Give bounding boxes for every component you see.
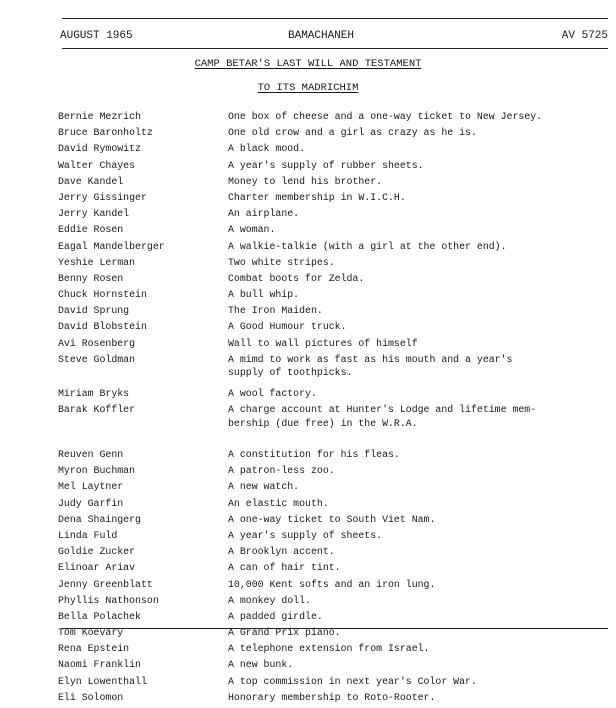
top-rule xyxy=(62,18,608,19)
madrich-name: Goldie Zucker xyxy=(58,546,136,558)
hebrew-date: AV 5725 xyxy=(561,30,608,42)
bequest-text: A top commission in next year's Color War. xyxy=(228,675,477,687)
madrich-name: Barak Koffler xyxy=(58,404,136,415)
bequest-text: A new bunk. xyxy=(228,659,294,671)
list-item xyxy=(58,514,610,530)
madrich-name: Rena Epstein xyxy=(58,643,130,655)
list-item xyxy=(58,160,610,176)
bequest-text: A telephone extension from Israel. xyxy=(228,643,430,655)
madrich-name: Jerry Kandel xyxy=(58,208,130,220)
list-item xyxy=(58,192,610,208)
bequest-text: Two white stripes. xyxy=(228,256,335,268)
list-item xyxy=(58,404,610,449)
bequest-list xyxy=(58,111,610,708)
madrich-name: Dave Kandel xyxy=(58,175,124,187)
list-item xyxy=(58,176,610,192)
header-rule xyxy=(62,48,608,49)
madrich-name: Elyn Lowenthall xyxy=(58,675,147,687)
list-item xyxy=(58,465,610,481)
madrich-name: Steve Goldman xyxy=(58,353,136,365)
list-item xyxy=(58,498,610,514)
madrich-name: Bella Polachek xyxy=(58,610,141,622)
list-item xyxy=(58,257,610,273)
bequest-text: 10,000 Kent softs and an iron lung. xyxy=(228,578,436,590)
list-item xyxy=(58,241,610,257)
bequest-text: A padded girdle. xyxy=(228,610,323,622)
bequest-text: Charter membership in W.I.C.H. xyxy=(228,191,406,203)
list-item xyxy=(58,595,610,611)
bequest-text: One old crow and a girl as crazy as he is. xyxy=(228,127,477,139)
madrich-name: Linda Fuld xyxy=(58,529,118,541)
bequest-text: A one-way ticket to South Viet Nam. xyxy=(228,513,436,525)
madrich-name: Eddie Rosen xyxy=(58,224,124,236)
issue-date: AUGUST 1965 xyxy=(60,30,133,42)
bottom-rule xyxy=(62,628,608,629)
bequest-text-continued: bership (due free) in the W.R.A. xyxy=(228,417,418,429)
list-item xyxy=(58,127,610,143)
madrich-name: Benny Rosen xyxy=(58,272,124,284)
bequest-text: A patron-less zoo. xyxy=(228,465,335,477)
madrich-name: Chuck Hornstein xyxy=(58,289,147,301)
bequest-text: An elastic mouth. xyxy=(228,497,329,509)
bequest-text: A constitution for his fleas. xyxy=(228,449,400,460)
list-item xyxy=(58,273,610,289)
bequest-text: A Good Humour truck. xyxy=(228,321,347,333)
list-item xyxy=(58,111,610,127)
list-item xyxy=(58,530,610,546)
list-item xyxy=(58,305,610,321)
list-item xyxy=(58,692,610,708)
bequest-text: A bull whip. xyxy=(228,289,300,301)
madrich-name: Bruce Baronholtz xyxy=(58,127,153,139)
list-item xyxy=(58,627,610,643)
madrich-name: Bernie Mezrich xyxy=(58,111,141,122)
madrich-name: Naomi Franklin xyxy=(58,659,141,671)
publication-name: BAMACHANEH xyxy=(288,30,355,42)
document-subtitle: TO ITS MADRICHIM xyxy=(257,82,359,94)
bequest-text: Honorary membership to Roto-Rooter. xyxy=(228,691,436,703)
list-item xyxy=(58,562,610,578)
madrich-name: Eli Solomon xyxy=(58,691,124,703)
list-item xyxy=(58,449,610,465)
madrich-name: Eagal Mandelberger xyxy=(58,240,165,252)
bequest-text: The Iron Maiden. xyxy=(228,305,323,317)
madrich-name: Myron Buchman xyxy=(58,465,136,477)
list-item xyxy=(58,579,610,595)
madrich-name: David Rymowitz xyxy=(58,143,141,155)
madrich-name: Jerry Gissinger xyxy=(58,191,147,203)
madrich-name: Tom Koevary xyxy=(58,627,124,639)
madrich-name: Reuven Genn xyxy=(58,449,124,460)
document-title: CAMP BETAR'S LAST WILL AND TESTAMENT xyxy=(194,58,422,70)
page-header xyxy=(60,30,608,46)
bequest-text: A mimd to work as fast as his mouth and a year's xyxy=(228,353,513,365)
list-item xyxy=(58,354,610,388)
list-item xyxy=(58,338,610,354)
madrich-name: David Blobstein xyxy=(58,321,147,333)
bequest-text: A woman. xyxy=(228,224,276,236)
bequest-text: A monkey doll. xyxy=(228,594,311,606)
bequest-text: A new watch. xyxy=(228,481,300,493)
madrich-name: Judy Garfin xyxy=(58,497,124,509)
bequest-text: One box of cheese and a one-way ticket to New Jersey. xyxy=(228,111,543,122)
list-item xyxy=(58,143,610,159)
list-item xyxy=(58,481,610,497)
madrich-name: Elinoar Ariav xyxy=(58,562,136,574)
list-item xyxy=(58,611,610,627)
bequest-text: Combat boots for Zelda. xyxy=(228,272,365,284)
bequest-text: A can of hair tint. xyxy=(228,562,341,574)
madrich-name: Jenny Greenblatt xyxy=(58,578,153,590)
list-item xyxy=(58,643,610,659)
bequest-text: A Grand Prix piano. xyxy=(228,627,341,639)
list-item xyxy=(58,321,610,337)
bequest-text: A year's supply of sheets. xyxy=(228,529,383,541)
bequest-text: Money to lend his brother. xyxy=(228,175,383,187)
madrich-name: Yeshie Lerman xyxy=(58,256,136,268)
bequest-text: A year's supply of rubber sheets. xyxy=(228,159,424,171)
bequest-text: A black mood. xyxy=(228,143,306,155)
bequest-text-continued: supply of toothpicks. xyxy=(228,367,353,379)
list-item xyxy=(58,659,610,675)
list-item xyxy=(58,208,610,224)
bequest-text: Wall to wall pictures of himself xyxy=(228,337,418,349)
list-item xyxy=(58,676,610,692)
madrich-name: David Sprung xyxy=(58,305,130,317)
bequest-text: A charge account at Hunter's Lodge and lifetime mem- xyxy=(228,404,537,415)
madrich-name: Phyllis Nathonson xyxy=(58,594,159,606)
madrich-name: Miriam Bryks xyxy=(58,387,130,399)
madrich-name: Mel Laytner xyxy=(58,481,124,493)
madrich-name: Walter Chayes xyxy=(58,159,136,171)
list-item xyxy=(58,388,610,404)
bequest-text: A Brooklyn accent. xyxy=(228,546,335,558)
madrich-name: Dena Shaingerg xyxy=(58,513,141,525)
list-item xyxy=(58,289,610,305)
bequest-text: An airplane. xyxy=(228,208,300,220)
bequest-text: A wool factory. xyxy=(228,387,317,399)
list-item xyxy=(58,224,610,240)
list-item xyxy=(58,546,610,562)
bequest-text: A walkie-talkie (with a girl at the other end). xyxy=(228,240,507,252)
madrich-name: Avi Rosenberg xyxy=(58,337,136,349)
